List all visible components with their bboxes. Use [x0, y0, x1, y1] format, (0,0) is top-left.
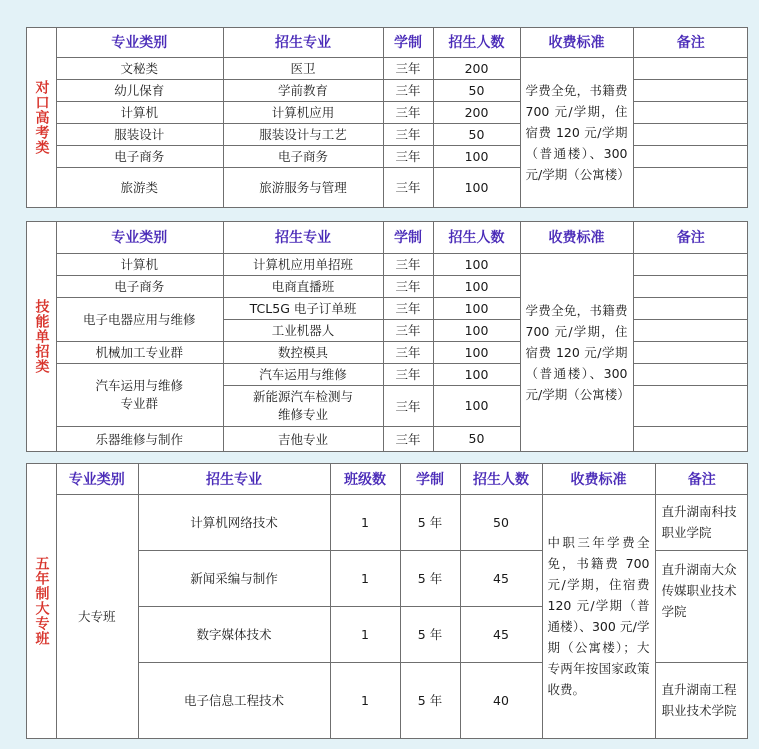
cell-duration: 三年 — [383, 253, 433, 275]
col-header-fee: 收费标准 — [542, 464, 655, 494]
cell-note — [633, 363, 748, 385]
cell-fee: 学费全免，书籍费 700 元/学期，住宿费 120 元/学期（普通楼）、300 元/学期（公寓楼） — [520, 253, 633, 451]
cell-quota: 200 — [433, 57, 520, 79]
cell-note — [633, 57, 748, 79]
cell-duration: 5 年 — [400, 550, 460, 606]
cell-quota: 100 — [433, 145, 520, 167]
cell-duration: 三年 — [383, 426, 433, 451]
cell-major-type: 电子电器应用与维修 — [56, 297, 223, 341]
table-row — [56, 426, 748, 451]
col-header-major-type: 专业类别 — [56, 28, 223, 57]
cell-major: 电子商务 — [223, 145, 383, 167]
cell-note — [633, 123, 748, 145]
col-header-fee: 收费标准 — [520, 222, 633, 253]
cell-major: 吉他专业 — [223, 426, 383, 451]
cell-quota: 100 — [433, 341, 520, 363]
cell-major-type: 电子商务 — [56, 145, 223, 167]
section-college-exam — [26, 27, 748, 208]
cell-major: 计算机应用单招班 — [223, 253, 383, 275]
cell-duration: 三年 — [383, 341, 433, 363]
table-row — [56, 167, 748, 207]
cell-major: 服装设计与工艺 — [223, 123, 383, 145]
cell-major: 数控模具 — [223, 341, 383, 363]
cell-major-type: 机械加工专业群 — [56, 341, 223, 363]
cell-quota: 100 — [433, 385, 520, 426]
cell-duration: 三年 — [383, 385, 433, 426]
cell-major: 学前教育 — [223, 79, 383, 101]
cell-quota: 50 — [460, 494, 542, 550]
header-row — [56, 222, 748, 253]
cell-note — [633, 167, 748, 207]
cell-duration: 三年 — [383, 79, 433, 101]
cell-quota: 45 — [460, 550, 542, 606]
cell-major: 新闻采编与制作 — [138, 550, 330, 606]
cell-quota: 50 — [433, 123, 520, 145]
cell-quota: 100 — [433, 297, 520, 319]
cell-note — [633, 341, 748, 363]
col-header-duration: 学制 — [383, 222, 433, 253]
cell-major: 汽车运用与维修 — [223, 363, 383, 385]
cell-major-type: 乐器维修与制作 — [56, 426, 223, 451]
cell-major: 电子信息工程技术 — [138, 662, 330, 738]
cell-duration: 三年 — [383, 145, 433, 167]
col-header-duration: 学制 — [383, 28, 433, 57]
table-row — [56, 57, 748, 79]
cell-major: 计算机应用 — [223, 101, 383, 123]
cell-quota: 50 — [433, 79, 520, 101]
cell-duration: 5 年 — [400, 494, 460, 550]
cell-major: 旅游服务与管理 — [223, 167, 383, 207]
cell-duration: 三年 — [383, 297, 433, 319]
col-header-major-type: 专业类别 — [56, 222, 223, 253]
cell-note — [633, 253, 748, 275]
cell-duration: 三年 — [383, 275, 433, 297]
cell-duration: 三年 — [383, 363, 433, 385]
cell-quota: 100 — [433, 319, 520, 341]
cell-note — [633, 101, 748, 123]
table-row — [56, 79, 748, 101]
header-row — [56, 28, 748, 57]
cell-duration: 5 年 — [400, 606, 460, 662]
cell-quota: 100 — [433, 253, 520, 275]
cell-major-type: 文秘类 — [56, 57, 223, 79]
cell-duration: 三年 — [383, 123, 433, 145]
cell-note — [633, 385, 748, 426]
col-header-note: 备注 — [633, 222, 748, 253]
cell-major: 计算机网络技术 — [138, 494, 330, 550]
cell-quota: 100 — [433, 363, 520, 385]
cell-major: 电商直播班 — [223, 275, 383, 297]
cell-duration: 三年 — [383, 319, 433, 341]
cell-classes: 1 — [330, 550, 400, 606]
section-category-label: 五年制大专班 — [27, 464, 57, 738]
table-row — [56, 275, 748, 297]
col-header-major: 招生专业 — [138, 464, 330, 494]
table-row — [56, 363, 748, 385]
table-row — [56, 253, 748, 275]
cell-major-type: 电子商务 — [56, 275, 223, 297]
cell-major: TCL5G 电子订单班 — [223, 297, 383, 319]
col-header-note: 备注 — [655, 464, 748, 494]
section-skill-exam — [26, 221, 748, 452]
cell-fee: 学费全免，书籍费 700 元/学期，住宿费 120 元/学期（普通楼）、300 元/学期（公寓楼） — [520, 57, 633, 207]
cell-note — [633, 319, 748, 341]
cell-note: 直升湖南科技职业学院 — [655, 494, 748, 550]
cell-quota: 45 — [460, 606, 542, 662]
section-five-year-college — [26, 463, 748, 739]
section-category-label: 对口高考类 — [27, 28, 57, 207]
cell-major-type: 汽车运用与维修 专业群 — [56, 363, 223, 426]
cell-classes: 1 — [330, 662, 400, 738]
cell-quota: 200 — [433, 101, 520, 123]
cell-major-type: 大专班 — [56, 494, 138, 738]
cell-quota: 50 — [433, 426, 520, 451]
cell-major: 医卫 — [223, 57, 383, 79]
cell-note — [633, 145, 748, 167]
cell-major-type: 计算机 — [56, 253, 223, 275]
cell-major-type: 幼儿保育 — [56, 79, 223, 101]
cell-duration: 三年 — [383, 57, 433, 79]
table-row — [56, 297, 748, 319]
col-header-duration: 学制 — [400, 464, 460, 494]
cell-classes: 1 — [330, 494, 400, 550]
table-row — [56, 145, 748, 167]
cell-duration: 三年 — [383, 167, 433, 207]
header-row — [56, 464, 748, 494]
cell-note: 直升湖南工程职业技术学院 — [655, 662, 748, 738]
col-header-classes: 班级数 — [330, 464, 400, 494]
cell-quota: 40 — [460, 662, 542, 738]
col-header-fee: 收费标准 — [520, 28, 633, 57]
cell-major-type: 服装设计 — [56, 123, 223, 145]
col-header-major: 招生专业 — [223, 28, 383, 57]
cell-quota: 100 — [433, 275, 520, 297]
cell-note — [633, 275, 748, 297]
cell-note — [633, 79, 748, 101]
table-row — [56, 101, 748, 123]
cell-note — [633, 426, 748, 451]
cell-major: 数字媒体技术 — [138, 606, 330, 662]
cell-fee: 中职三年学费全免，书籍费 700 元/学期，住宿费 120 元/学期（普通楼）、300 元/学期（公寓楼）；大专两年按国家政策收费。 — [542, 494, 655, 738]
cell-quota: 100 — [433, 167, 520, 207]
section-table — [56, 222, 748, 452]
cell-major: 新能源汽车检测与 维修专业 — [223, 385, 383, 426]
table-row — [56, 494, 748, 550]
table-row — [56, 123, 748, 145]
cell-note: 直升湖南大众传媒职业技术学院 — [655, 550, 748, 662]
cell-duration: 5 年 — [400, 662, 460, 738]
col-header-quota: 招生人数 — [460, 464, 542, 494]
cell-major: 工业机器人 — [223, 319, 383, 341]
cell-classes: 1 — [330, 606, 400, 662]
cell-duration: 三年 — [383, 101, 433, 123]
col-header-quota: 招生人数 — [433, 28, 520, 57]
col-header-major: 招生专业 — [223, 222, 383, 253]
cell-major-type: 旅游类 — [56, 167, 223, 207]
col-header-note: 备注 — [633, 28, 748, 57]
table-row — [56, 341, 748, 363]
section-table — [56, 464, 748, 739]
section-table — [56, 28, 748, 208]
section-category-label: 技能单招类 — [27, 222, 57, 451]
cell-note — [633, 297, 748, 319]
cell-major-type: 计算机 — [56, 101, 223, 123]
col-header-quota: 招生人数 — [433, 222, 520, 253]
col-header-major-type: 专业类别 — [56, 464, 138, 494]
